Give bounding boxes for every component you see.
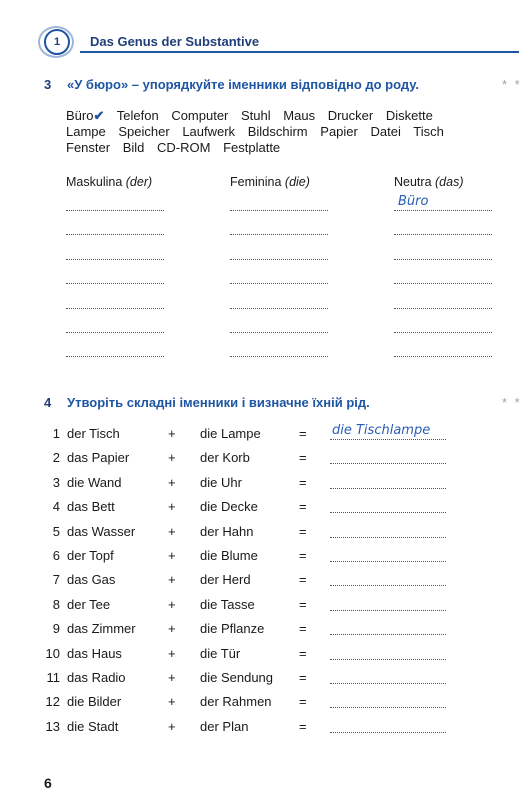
answer-line[interactable] bbox=[230, 332, 328, 333]
column-heading-feminina: Feminina (die) bbox=[230, 175, 310, 189]
exercise-3-title: «У бюро» – упорядкуйте іменники відповідно до роду. bbox=[67, 77, 419, 92]
header-divider bbox=[80, 51, 519, 53]
answer-line[interactable] bbox=[230, 259, 328, 260]
answer-line[interactable] bbox=[330, 585, 446, 586]
plus-sign: + bbox=[168, 499, 176, 515]
unit-badge: 1 bbox=[44, 29, 70, 55]
second-noun: die Blume bbox=[200, 548, 258, 563]
exercise-4-number: 4 bbox=[44, 395, 52, 410]
answer-line[interactable] bbox=[230, 210, 328, 211]
row-number: 1 bbox=[52, 426, 60, 441]
row-number: 12 bbox=[45, 694, 60, 710]
word-bank-item: Speicher bbox=[118, 124, 170, 139]
word-bank-line-1 bbox=[66, 108, 442, 124]
second-noun: die Tasse bbox=[200, 596, 255, 612]
equals-sign: = bbox=[299, 548, 307, 563]
answer-line[interactable] bbox=[330, 463, 446, 464]
answer-line[interactable] bbox=[330, 634, 446, 635]
page-title: Das Genus der Substantive bbox=[90, 34, 260, 49]
word-bank-item: Computer bbox=[171, 108, 229, 123]
equals-sign: = bbox=[299, 694, 307, 710]
row-number: 8 bbox=[52, 596, 60, 612]
word-bank-item: Papier bbox=[320, 124, 358, 139]
compound-row bbox=[0, 524, 532, 544]
compound-row bbox=[0, 475, 532, 495]
word-bank-item: Lampe bbox=[66, 124, 106, 139]
compound-row bbox=[0, 670, 532, 690]
compound-row bbox=[0, 597, 532, 617]
answer-line[interactable] bbox=[394, 332, 492, 333]
second-noun: der Plan bbox=[200, 718, 249, 734]
answer-line[interactable] bbox=[230, 308, 328, 309]
example-answer-neutra: Büro bbox=[398, 194, 429, 209]
column-heading-maskulina: Maskulina (der) bbox=[66, 175, 153, 189]
answer-line[interactable] bbox=[394, 283, 492, 284]
check-mark-icon: ✔ bbox=[93, 108, 105, 123]
answer-line[interactable] bbox=[66, 210, 164, 211]
first-noun: das Radio bbox=[67, 670, 126, 685]
plus-sign: + bbox=[168, 596, 176, 612]
plus-sign: + bbox=[168, 621, 176, 637]
first-noun: der Tisch bbox=[67, 426, 120, 441]
answer-line[interactable] bbox=[66, 356, 164, 357]
second-noun: der Hahn bbox=[200, 523, 254, 539]
word-bank-item: Maus bbox=[283, 108, 316, 123]
answer-line[interactable] bbox=[330, 732, 446, 733]
answer-line[interactable] bbox=[66, 332, 164, 333]
first-noun: das Zimmer bbox=[67, 621, 136, 637]
column-heading-neutra: Neutra (das) bbox=[394, 175, 464, 189]
word-bank-item: Bild bbox=[122, 140, 145, 155]
answer-line[interactable] bbox=[330, 488, 446, 489]
word-bank-item: Stuhl bbox=[241, 108, 271, 123]
second-noun: der Rahmen bbox=[200, 694, 272, 710]
compound-row bbox=[0, 621, 532, 641]
compound-row bbox=[0, 450, 532, 470]
answer-line[interactable] bbox=[394, 259, 492, 260]
example-answer: die Tischlampe bbox=[332, 423, 431, 438]
compound-row bbox=[0, 548, 532, 568]
row-number: 6 bbox=[52, 548, 60, 563]
word-bank-item: Büro✔ bbox=[66, 108, 105, 123]
answer-line[interactable] bbox=[66, 259, 164, 260]
row-number: 10 bbox=[45, 645, 60, 661]
plus-sign: + bbox=[168, 694, 176, 710]
equals-sign: = bbox=[299, 499, 307, 515]
equals-sign: = bbox=[299, 523, 307, 539]
answer-line[interactable] bbox=[330, 659, 446, 660]
first-noun: das Papier bbox=[67, 450, 130, 466]
second-noun: die Uhr bbox=[200, 474, 242, 490]
equals-sign: = bbox=[299, 572, 307, 588]
equals-sign: = bbox=[299, 621, 307, 637]
first-noun: das Wasser bbox=[67, 523, 136, 539]
plus-sign: + bbox=[168, 645, 176, 661]
word-bank-item: Datei bbox=[370, 124, 401, 139]
plus-sign: + bbox=[168, 572, 176, 588]
row-number: 2 bbox=[52, 450, 60, 466]
plus-sign: + bbox=[168, 718, 176, 734]
plus-sign: + bbox=[168, 474, 176, 490]
plus-sign: + bbox=[168, 548, 176, 563]
answer-line[interactable] bbox=[230, 283, 328, 284]
answer-line[interactable] bbox=[230, 234, 328, 235]
answer-line[interactable] bbox=[394, 234, 492, 235]
word-bank-item: Tisch bbox=[413, 124, 444, 139]
plus-sign: + bbox=[168, 670, 176, 685]
second-noun: der Herd bbox=[200, 572, 251, 588]
answer-line[interactable] bbox=[330, 439, 446, 440]
second-noun: der Korb bbox=[200, 450, 250, 466]
word-bank-item: Bildschirm bbox=[247, 124, 308, 139]
first-noun: das Bett bbox=[67, 499, 115, 515]
first-noun: das Haus bbox=[67, 645, 122, 661]
compound-row bbox=[0, 694, 532, 714]
word-bank-item: Drucker bbox=[327, 108, 374, 123]
compound-row bbox=[0, 572, 532, 592]
answer-line[interactable] bbox=[230, 356, 328, 357]
first-noun: die Stadt bbox=[67, 718, 119, 734]
exercise-3-difficulty-stars: * * bbox=[502, 77, 522, 92]
word-bank-item: CD-ROM bbox=[157, 140, 211, 155]
answer-line[interactable] bbox=[330, 683, 446, 684]
equals-sign: = bbox=[299, 426, 307, 441]
row-number: 7 bbox=[52, 572, 60, 588]
second-noun: die Lampe bbox=[200, 426, 261, 441]
row-number: 3 bbox=[52, 474, 60, 490]
answer-line[interactable] bbox=[330, 561, 446, 562]
second-noun: die Sendung bbox=[200, 670, 274, 685]
answer-line[interactable] bbox=[66, 308, 164, 309]
compound-row bbox=[0, 646, 532, 666]
first-noun: der Topf bbox=[67, 548, 114, 563]
plus-sign: + bbox=[168, 450, 176, 466]
row-number: 11 bbox=[46, 670, 60, 685]
plus-sign: + bbox=[168, 426, 176, 441]
first-noun: die Wand bbox=[67, 474, 122, 490]
compound-row bbox=[0, 423, 532, 446]
exercise-3-number: 3 bbox=[44, 77, 52, 92]
word-bank-item: Festplatte bbox=[223, 140, 281, 155]
equals-sign: = bbox=[299, 670, 307, 685]
answer-line[interactable] bbox=[394, 308, 492, 309]
row-number: 13 bbox=[45, 718, 60, 734]
second-noun: die Tür bbox=[200, 645, 241, 661]
equals-sign: = bbox=[299, 718, 307, 734]
row-number: 5 bbox=[52, 523, 60, 539]
answer-line[interactable] bbox=[330, 707, 446, 708]
answer-line[interactable] bbox=[66, 234, 164, 235]
word-bank-item: Fenster bbox=[66, 140, 111, 155]
exercise-4-difficulty-stars: * * bbox=[502, 395, 522, 410]
equals-sign: = bbox=[299, 450, 307, 466]
equals-sign: = bbox=[299, 474, 307, 490]
equals-sign: = bbox=[299, 645, 307, 661]
first-noun: das Gas bbox=[67, 572, 116, 588]
row-number: 4 bbox=[52, 499, 60, 515]
equals-sign: = bbox=[299, 596, 307, 612]
exercise-4-title: Утворіть складні іменники і визначне їхній рід. bbox=[67, 395, 370, 410]
page-number: 6 bbox=[44, 775, 52, 791]
second-noun: die Pflanze bbox=[200, 621, 265, 637]
word-bank-line-2 bbox=[66, 124, 453, 139]
answer-line[interactable] bbox=[394, 210, 492, 211]
answer-line[interactable] bbox=[330, 512, 446, 513]
word-bank-item: Laufwerk bbox=[182, 124, 236, 139]
compound-row bbox=[0, 499, 532, 519]
first-noun: die Bilder bbox=[67, 694, 122, 710]
answer-line[interactable] bbox=[66, 283, 164, 284]
plus-sign: + bbox=[168, 523, 176, 539]
word-bank-line-3 bbox=[66, 140, 289, 155]
word-bank-item: Diskette bbox=[385, 108, 433, 123]
answer-line[interactable] bbox=[330, 610, 446, 611]
row-number: 9 bbox=[52, 621, 60, 637]
first-noun: der Tee bbox=[67, 596, 111, 612]
answer-line[interactable] bbox=[330, 537, 446, 538]
compound-row bbox=[0, 719, 532, 739]
word-bank-item: Telefon bbox=[116, 108, 159, 123]
second-noun: die Decke bbox=[200, 499, 258, 515]
answer-line[interactable] bbox=[394, 356, 492, 357]
